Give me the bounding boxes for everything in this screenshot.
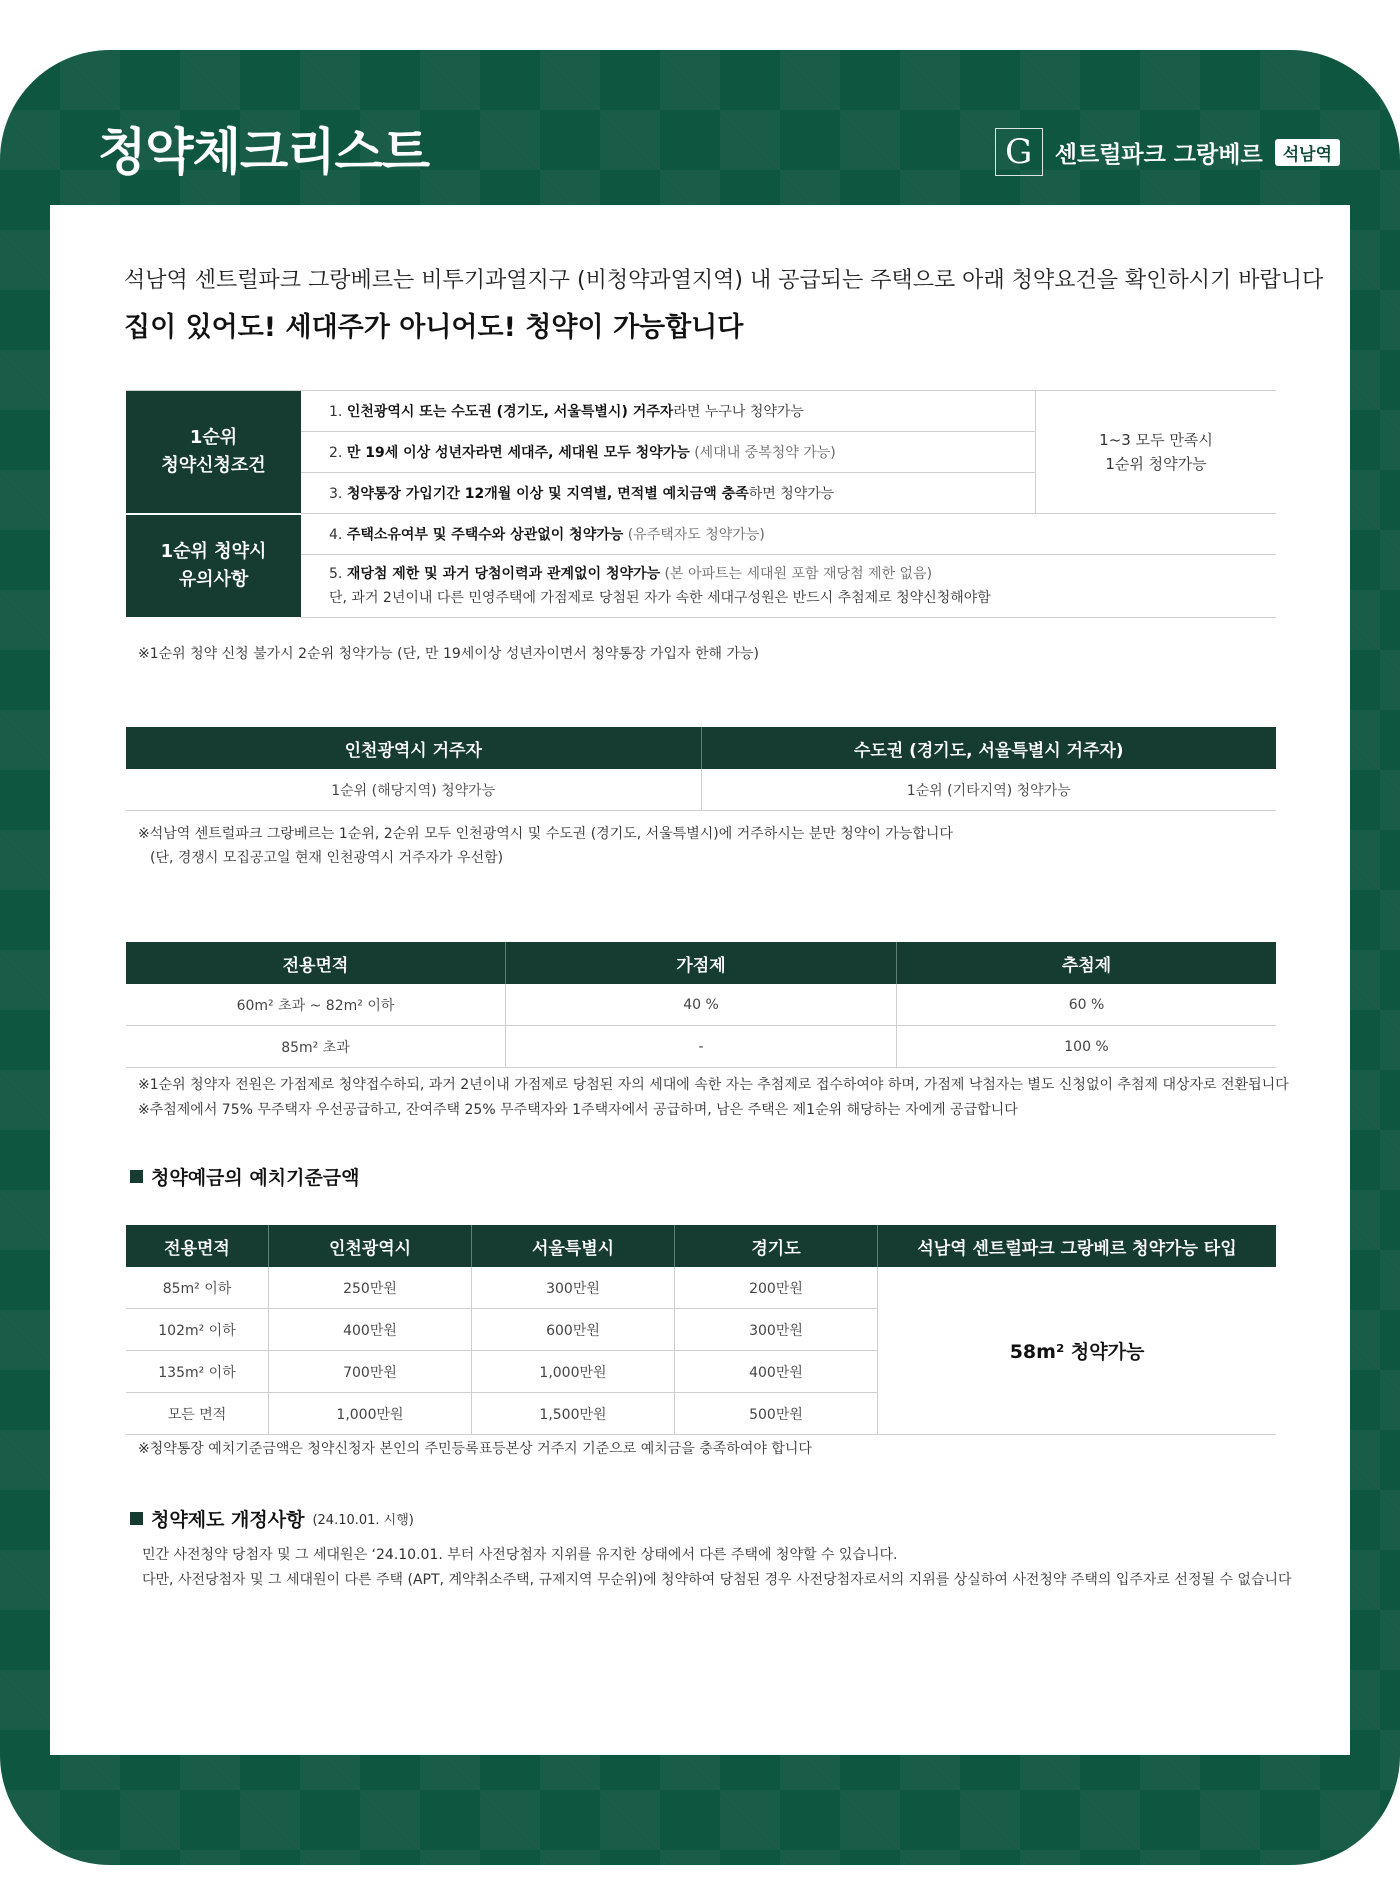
column-header: 석남역 센트럴파크 그랑베르 청약가능 타입: [878, 1225, 1277, 1267]
background-frame: [0, 50, 1400, 1865]
section-title-text: 청약예금의 예치기준금액: [151, 1167, 360, 1189]
deposit-table: [126, 1225, 1276, 1435]
region-table: [126, 727, 1276, 811]
table-cell: 700만원: [269, 1351, 472, 1393]
summary-line: 1~3 모두 만족시: [1099, 431, 1213, 449]
brand-g-icon: G: [995, 128, 1043, 176]
item-number: 3.: [329, 486, 343, 502]
page-title: 청약체크리스트: [98, 123, 430, 181]
item-text: 하면 청약가능: [748, 486, 835, 502]
category-label: 1순위: [189, 426, 238, 448]
condition-item: [301, 391, 1036, 432]
table-cell: 85m² 이하: [126, 1267, 269, 1309]
item-bold-text: 인천광역시 또는 수도권 (경기도, 서울특별시) 거주자: [346, 404, 674, 420]
column-header: 서울특별시: [472, 1225, 675, 1267]
table-cell: 400만원: [269, 1309, 472, 1351]
table-cell: 60 %: [897, 984, 1277, 1026]
column-header: 전용면적: [126, 1225, 269, 1267]
ratio-note: ※1순위 청약자 전원은 가점제로 청약접수하되, 과거 2년이내 가점제로 당첨된 자의 세대에 속한 자는 추첨제로 접수하여야 하며, 가점제 낙첨자는 별도 신청없이 추첨제 대상자로 전환됩니다: [138, 1077, 1289, 1093]
reform-text: 민간 사전청약 당첨자 및 그 세대원은 ‘24.10.01. 부터 사전당첨자 지위를 유지한 상태에서 다른 주택에 청약할 수 있습니다.: [142, 1547, 898, 1563]
column-header: 전용면적: [126, 942, 506, 984]
category-label: 청약신청조건: [161, 454, 266, 476]
deposit-note: ※청약통장 예치기준금액은 청약신청자 본인의 주민등록표등본상 거주지 기준으로 예치금을 충족하여야 합니다: [138, 1441, 812, 1457]
table-row: [126, 984, 1276, 1026]
ratio-table: [126, 942, 1276, 1068]
condition-item: [301, 555, 1276, 618]
table-cell: 1순위 (해당지역) 청약가능: [126, 769, 701, 811]
table-cell: 100 %: [897, 1026, 1277, 1068]
table-cell: 40 %: [506, 984, 897, 1026]
item-number: 5.: [329, 566, 343, 582]
table-header-row: [126, 942, 1276, 984]
item-number: 1.: [329, 404, 343, 420]
item-text: 단, 과거 2년이내 다른 민영주택에 가점제로 당첨된 자가 속한 세대구성원은 반드시 추첨제로 청약신청해야함: [329, 590, 991, 606]
column-header: 추첨제: [897, 942, 1277, 984]
column-header: 가점제: [506, 942, 897, 984]
table-cell: -: [506, 1026, 897, 1068]
item-note: (유주택자도 청약가능): [627, 527, 765, 543]
table-row: [126, 514, 1276, 555]
table-cell: 1,000만원: [472, 1351, 675, 1393]
table-header-row: [126, 727, 1276, 769]
item-number: 2.: [329, 445, 343, 461]
item-bold-text: 만 19세 이상 성년자라면 세대주, 세대원 모두 청약가능: [346, 445, 690, 461]
reform-text: 다만, 사전당첨자 및 그 세대원이 다른 주택 (APT, 계약취소주택, 규제지역 무순위)에 청약하여 당첨된 경우 사전당첨자로서의 지위를 상실하여 사전청약 주택의 입주자로 선정될 수 없습니다: [142, 1572, 1292, 1588]
table-row: [126, 1267, 1276, 1309]
deposit-section-title: [130, 1163, 360, 1190]
table-cell: 600만원: [472, 1309, 675, 1351]
conditions-table: [126, 390, 1276, 619]
table-cell: 85m² 초과: [126, 1026, 506, 1068]
item-text: 라면 누구나 청약가능: [673, 404, 804, 420]
table-cell: 1,500만원: [472, 1393, 675, 1435]
section-title-text: 청약제도 개정사항: [151, 1509, 305, 1531]
effective-date: (24.10.01. 시행): [312, 1513, 414, 1528]
reform-section-title: [130, 1505, 414, 1532]
category-label: 1순위 청약시: [160, 540, 267, 562]
conditions-note: ※1순위 청약 신청 불가시 2순위 청약가능 (단, 만 19세이상 성년자이면서 청약통장 가입자 한해 가능): [138, 646, 759, 662]
table-cell: 300만원: [675, 1309, 878, 1351]
ratio-note: ※추첨제에서 75% 무주택자 우선공급하고, 잔여주택 25% 무주택자와 1주택자에서 공급하며, 남은 주택은 제1순위 해당하는 자에게 공급합니다: [138, 1102, 1018, 1118]
bullet-square-icon: [130, 1512, 143, 1525]
item-note: (본 아파트는 세대원 포함 재당첨 제한 없음): [664, 566, 933, 582]
table-cell: 300만원: [472, 1267, 675, 1309]
condition-item: [301, 473, 1036, 514]
item-number: 4.: [329, 527, 343, 543]
table-header-row: [126, 1225, 1276, 1267]
item-note: (세대내 중복청약 가능): [694, 445, 836, 461]
brand-logo-block: [995, 128, 1340, 176]
column-header: 경기도: [675, 1225, 878, 1267]
table-cell: 102m² 이하: [126, 1309, 269, 1351]
intro-line: 석남역 센트럴파크 그랑베르는 비투기과열지구 (비청약과열지역) 내 공급되는 주택으로 아래 청약요건을 확인하시기 바랍니다: [124, 268, 1324, 293]
column-header: 수도권 (경기도, 서울특별시 거주자): [701, 727, 1276, 769]
table-cell: 1순위 (기타지역) 청약가능: [701, 769, 1276, 811]
region-note-sub: (단, 경쟁시 모집공고일 현재 인천광역시 거주자가 우선함): [150, 850, 504, 866]
bullet-square-icon: [130, 1170, 143, 1183]
summary-line: 1순위 청약가능: [1105, 455, 1207, 473]
brand-name: 센트럴파크 그랑베르: [1054, 141, 1263, 168]
table-row: [126, 1026, 1276, 1068]
column-header: 인천광역시: [269, 1225, 472, 1267]
table-cell: 135m² 이하: [126, 1351, 269, 1393]
table-cell: 400만원: [675, 1351, 878, 1393]
table-cell: 60m² 초과 ~ 82m² 이하: [126, 984, 506, 1026]
column-header: 인천광역시 거주자: [126, 727, 701, 769]
table-cell: 250만원: [269, 1267, 472, 1309]
region-note: ※석남역 센트럴파크 그랑베르는 1순위, 2순위 모두 인천광역시 및 수도권 (경기도, 서울특별시)에 거주하시는 분만 청약이 가능합니다: [138, 826, 953, 842]
table-cell: 500만원: [675, 1393, 878, 1435]
table-row: [126, 391, 1276, 432]
table-cell: 200만원: [675, 1267, 878, 1309]
table-cell: 1,000만원: [269, 1393, 472, 1435]
item-bold-text: 청약통장 가입기간 12개월 이상 및 지역별, 면적별 예치금액 충족: [346, 486, 749, 502]
category-label: 유의사항: [178, 568, 249, 590]
category-cell-1: [126, 391, 301, 514]
condition-item: [301, 432, 1036, 473]
table-row: [126, 769, 1276, 811]
condition-summary-cell: [1036, 391, 1277, 514]
item-bold-text: 재당첨 제한 및 과거 당첨이력과 관계없이 청약가능: [346, 566, 661, 582]
available-type-cell: 58m² 청약가능: [878, 1267, 1277, 1435]
content-panel: [50, 205, 1350, 1755]
brand-badge: 석남역: [1275, 139, 1340, 166]
item-bold-text: 주택소유여부 및 주택수와 상관없이 청약가능: [346, 527, 624, 543]
intro-headline: 집이 있어도! 세대주가 아니어도! 청약이 가능합니다: [124, 312, 744, 343]
category-cell-2: [126, 514, 301, 618]
table-cell: 모든 면적: [126, 1393, 269, 1435]
condition-item: [301, 514, 1276, 555]
